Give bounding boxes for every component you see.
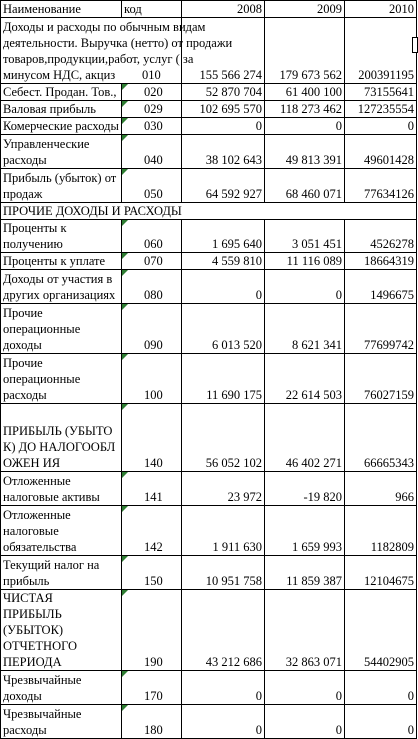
deferred-liabilities-name-cell[interactable]: Отложенные налоговые обязательства	[1, 506, 122, 556]
admin-expenses-2008-cell[interactable]: 38 102 643	[182, 135, 265, 169]
admin-expenses-code-cell[interactable]: 040	[122, 135, 182, 169]
cost-name-cell[interactable]: Себест. Продан. Тов.,	[1, 84, 122, 101]
revenue-2008-cell[interactable]: 155 566 274	[182, 18, 265, 84]
deferred-liabilities-2009-cell[interactable]: 1 659 993	[265, 506, 345, 556]
pretax-profit-2010-cell[interactable]: 66665343	[345, 404, 417, 472]
commercial-expenses-name-cell[interactable]: Комерческие расходы	[1, 118, 122, 135]
gross-profit-2010-cell[interactable]: 127235554	[345, 101, 417, 118]
sales-profit-2010-cell[interactable]: 77634126	[345, 169, 417, 203]
revenue-2010-cell[interactable]: 200391195	[345, 18, 417, 84]
extraordinary-income-2008-cell[interactable]: 0	[182, 671, 265, 705]
interest-paid-name-cell[interactable]: Проценты к уплате	[1, 253, 122, 270]
extraordinary-expenses-2008-cell[interactable]: 0	[182, 705, 265, 739]
participation-income-code-cell[interactable]: 080	[122, 270, 182, 304]
header-year-2010-cell[interactable]: 2010	[345, 1, 417, 18]
header-year-2008-cell[interactable]: 2008	[182, 1, 265, 18]
deferred-assets-code-cell[interactable]: 141	[122, 472, 182, 506]
other-op-income-name-cell[interactable]: Прочие операционные доходы	[1, 304, 122, 354]
extraordinary-income-2010-cell[interactable]: 0	[345, 671, 417, 705]
cost-2008-cell[interactable]: 52 870 704	[182, 84, 265, 101]
net-profit-name-cell[interactable]: ЧИСТАЯ ПРИБЫЛЬ (УБЫТОК) ОТЧЕТНОГО ПЕРИОДА	[1, 590, 122, 671]
participation-income-name-cell[interactable]: Доходы от участия в других организациях	[1, 270, 122, 304]
sales-profit-2008-cell[interactable]: 64 592 927	[182, 169, 265, 203]
interest-paid-2008-cell[interactable]: 4 559 810	[182, 253, 265, 270]
header-name-cell[interactable]: Наименование	[1, 1, 122, 18]
pretax-profit-name-cell[interactable]: ПРИБЫЛЬ (УБЫТОК) ДО НАЛОГООБЛОЖЕН ИЯ	[1, 404, 122, 472]
current-tax-2010-cell[interactable]: 12104675	[345, 556, 417, 590]
other-op-income-2008-cell[interactable]: 6 013 520	[182, 304, 265, 354]
cost-2009-cell[interactable]: 61 400 100	[265, 84, 345, 101]
participation-income-2008-cell[interactable]: 0	[182, 270, 265, 304]
pretax-profit-code-cell[interactable]: 140	[122, 404, 182, 472]
extraordinary-expenses-2010-cell[interactable]: 0	[345, 705, 417, 739]
interest-paid-2010-cell[interactable]: 18664319	[345, 253, 417, 270]
extraordinary-income-code-cell[interactable]: 170	[122, 671, 182, 705]
deferred-liabilities-2010-cell[interactable]: 1182809	[345, 506, 417, 556]
participation-income-2009-cell[interactable]: 0	[265, 270, 345, 304]
interest-income-2008-cell[interactable]: 1 695 640	[182, 220, 265, 253]
section-title: ПРОЧИЕ ДОХОДЫ И РАСХОДЫ	[1, 203, 417, 220]
deferred-assets-2009-cell[interactable]: -19 820	[265, 472, 345, 506]
extraordinary-income-2009-cell[interactable]: 0	[265, 671, 345, 705]
gross-profit-code-cell[interactable]: 029	[122, 101, 182, 118]
commercial-expenses-2009-cell[interactable]: 0	[265, 118, 345, 135]
cost-2010-cell[interactable]: 73155641	[345, 84, 417, 101]
other-op-expenses-2009-cell[interactable]: 22 614 503	[265, 354, 345, 404]
interest-income-code-cell[interactable]: 060	[122, 220, 182, 253]
revenue-code: 010	[142, 68, 161, 82]
deferred-liabilities-2008-cell[interactable]: 1 911 630	[182, 506, 265, 556]
gross-profit-2008-cell[interactable]: 102 695 570	[182, 101, 265, 118]
other-op-expenses-2010-cell[interactable]: 76027159	[345, 354, 417, 404]
pretax-profit-2008-cell[interactable]: 56 052 102	[182, 404, 265, 472]
net-profit-code-cell[interactable]: 190	[122, 590, 182, 671]
other-op-expenses-code-cell[interactable]: 100	[122, 354, 182, 404]
commercial-expenses-2008-cell[interactable]: 0	[182, 118, 265, 135]
text-cursor-icon	[412, 37, 418, 53]
pretax-profit-2009-cell[interactable]: 46 402 271	[265, 404, 345, 472]
participation-income-2010-cell[interactable]: 1496675	[345, 270, 417, 304]
interest-paid-2009-cell[interactable]: 11 116 089	[265, 253, 345, 270]
net-profit-2009-cell[interactable]: 32 863 071	[265, 590, 345, 671]
current-tax-2008-cell[interactable]: 10 951 758	[182, 556, 265, 590]
net-profit-2008-cell[interactable]: 43 212 686	[182, 590, 265, 671]
other-op-income-2009-cell[interactable]: 8 621 341	[265, 304, 345, 354]
header-code-cell[interactable]: код	[122, 1, 182, 18]
sales-profit-code-cell[interactable]: 050	[122, 169, 182, 203]
other-op-expenses-name-cell[interactable]: Прочие операционные расходы	[1, 354, 122, 404]
interest-paid-code-cell[interactable]: 070	[122, 253, 182, 270]
deferred-assets-name-cell[interactable]: Отложенные налоговые активы	[1, 472, 122, 506]
deferred-assets-2010-cell[interactable]: 966	[345, 472, 417, 506]
revenue-2009-cell[interactable]: 179 673 562	[265, 18, 345, 84]
other-op-expenses-2008-cell[interactable]: 11 690 175	[182, 354, 265, 404]
current-tax-code-cell[interactable]: 150	[122, 556, 182, 590]
interest-income-name-cell[interactable]: Проценты к получению	[1, 220, 122, 253]
revenue-name-tail: минусом НДС, акциз	[3, 68, 116, 82]
intro-line-3: товаров,продукции,работ, услуг ( за	[3, 52, 194, 66]
admin-expenses-2010-cell[interactable]: 49601428	[345, 135, 417, 169]
gross-profit-2009-cell[interactable]: 118 273 462	[265, 101, 345, 118]
extraordinary-expenses-name-cell[interactable]: Чрезвычайные расходы	[1, 705, 122, 739]
intro-line-1: Доходы и расходы по обычным видам	[3, 20, 206, 34]
intro-line-2: деятельности. Выручка (нетто) от продажи	[3, 36, 233, 50]
header-year-2009-cell[interactable]: 2009	[265, 1, 345, 18]
admin-expenses-name-cell[interactable]: Управленческие расходы	[1, 135, 122, 169]
extraordinary-expenses-2009-cell[interactable]: 0	[265, 705, 345, 739]
commercial-expenses-code-cell[interactable]: 030	[122, 118, 182, 135]
gross-profit-name-cell[interactable]: Валовая прибыль	[1, 101, 122, 118]
commercial-expenses-2010-cell[interactable]: 0	[345, 118, 417, 135]
deferred-liabilities-code-cell[interactable]: 142	[122, 506, 182, 556]
extraordinary-income-name-cell[interactable]: Чрезвычайные доходы	[1, 671, 122, 705]
other-op-income-code-cell[interactable]: 090	[122, 304, 182, 354]
deferred-assets-2008-cell[interactable]: 23 972	[182, 472, 265, 506]
admin-expenses-2009-cell[interactable]: 49 813 391	[265, 135, 345, 169]
current-tax-2009-cell[interactable]: 11 859 387	[265, 556, 345, 590]
sales-profit-2009-cell[interactable]: 68 460 071	[265, 169, 345, 203]
interest-income-2009-cell[interactable]: 3 051 451	[265, 220, 345, 253]
extraordinary-expenses-code-cell[interactable]: 180	[122, 705, 182, 739]
current-tax-name-cell[interactable]: Текущий налог на прибыль	[1, 556, 122, 590]
other-op-income-2010-cell[interactable]: 77699742	[345, 304, 417, 354]
net-profit-2010-cell[interactable]: 54402905	[345, 590, 417, 671]
interest-income-2010-cell[interactable]: 4526278	[345, 220, 417, 253]
sales-profit-name-cell[interactable]: Прибыль (убыток) от продаж	[1, 169, 122, 203]
cost-code-cell[interactable]: 020	[122, 84, 182, 101]
